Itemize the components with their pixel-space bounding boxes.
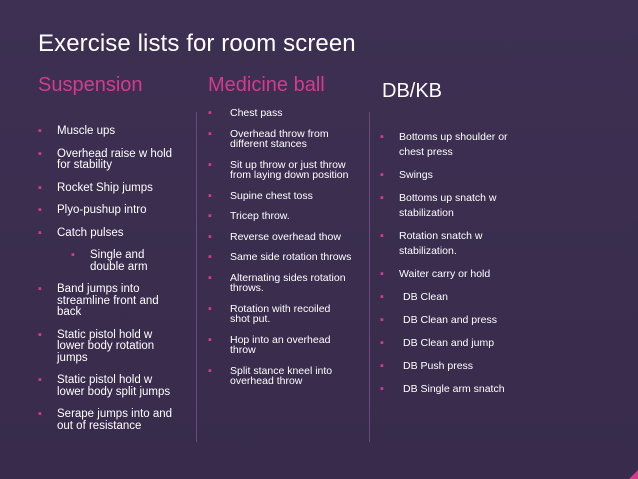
- bullet-icon: ▪: [38, 147, 42, 160]
- list-item-text: Plyo-pushup intro: [57, 204, 147, 216]
- list-item: [38, 126, 178, 138]
- bullet-icon: ▪: [38, 408, 42, 420]
- list-item: [208, 366, 353, 387]
- list-item-text: Same side rotation throws: [230, 251, 352, 263]
- list-item: [38, 284, 178, 319]
- bullet-icon: ▪: [38, 328, 42, 341]
- list-item: [208, 211, 353, 222]
- bullet-icon: ▪: [38, 283, 42, 295]
- list-item: [38, 250, 178, 273]
- list-item-text: Alternating sides rotation throws.: [230, 271, 346, 294]
- list-item-text: DB Push press: [403, 360, 474, 372]
- suspension-list: [38, 126, 178, 443]
- bullet-icon: ▪: [208, 210, 212, 222]
- list-item: [380, 336, 530, 351]
- list-item: [38, 409, 178, 432]
- bullet-icon: ▪: [208, 230, 212, 243]
- list-item-text: Serape jumps into and out of resistance: [57, 408, 173, 432]
- list-item: [208, 129, 353, 150]
- suspension-heading: Suspension: [38, 74, 143, 96]
- list-item: [380, 130, 530, 160]
- bullet-icon: ▪: [208, 189, 212, 202]
- list-item: [38, 149, 178, 172]
- medicine-ball-heading: Medicine ball: [208, 74, 325, 96]
- bullet-icon: ▪: [380, 360, 384, 372]
- list-item: [38, 183, 178, 195]
- list-item: [380, 359, 530, 374]
- list-item-text: Rotation with recoiled shot put.: [230, 302, 331, 325]
- list-item: [208, 191, 353, 202]
- list-item-text: Overhead throw from different stances: [230, 127, 329, 150]
- list-item-text: Tricep throw.: [230, 210, 290, 222]
- bullet-icon: ▪: [38, 226, 42, 239]
- medicine-ball-list: [208, 108, 353, 397]
- bullet-icon: ▪: [71, 249, 75, 261]
- bullet-icon: ▪: [208, 158, 212, 171]
- bullet-icon: ▪: [208, 302, 212, 315]
- list-item-text: DB Clean and jump: [403, 337, 495, 349]
- list-item-text: Rotation snatch w stabilization.: [399, 230, 483, 257]
- list-item: [380, 229, 530, 259]
- list-item-text: Catch pulses: [57, 226, 124, 239]
- bullet-icon: ▪: [38, 181, 42, 194]
- list-item: [208, 252, 353, 263]
- bullet-icon: ▪: [38, 374, 42, 386]
- list-item-text: Bottoms up snatch w stabilization: [399, 192, 497, 219]
- list-item: [208, 335, 353, 356]
- bullet-icon: ▪: [380, 383, 384, 395]
- list-item: [38, 205, 178, 217]
- bullet-icon: ▪: [380, 169, 384, 181]
- list-item-text: Single and double arm: [90, 249, 148, 273]
- bullet-icon: ▪: [208, 127, 212, 140]
- list-item: [38, 228, 178, 240]
- list-item: [380, 191, 530, 221]
- bullet-icon: ▪: [380, 230, 384, 242]
- bullet-icon: ▪: [380, 291, 384, 303]
- bullet-icon: ▪: [208, 271, 212, 284]
- list-item-text: Supine chest toss: [230, 189, 313, 202]
- list-item-text: DB Clean and press: [403, 314, 497, 326]
- dbkb-list: [380, 130, 530, 405]
- list-item-text: Rocket Ship jumps: [57, 181, 153, 194]
- list-item: [208, 232, 353, 243]
- list-item-text: Static pistol hold w lower body split jumps: [57, 374, 171, 398]
- list-item: [380, 168, 530, 183]
- bullet-icon: ▪: [208, 251, 212, 263]
- list-item: [380, 290, 530, 305]
- corner-mark: [629, 470, 638, 479]
- column-divider: [196, 112, 197, 442]
- list-item: [380, 313, 530, 328]
- bullet-icon: ▪: [380, 314, 384, 326]
- dbkb-heading: DB/KB: [382, 80, 443, 102]
- list-item: [38, 330, 178, 365]
- list-item: [208, 304, 353, 325]
- list-item-text: Muscle ups: [57, 125, 116, 137]
- list-item: [380, 382, 530, 397]
- list-item-text: DB Clean: [403, 291, 448, 303]
- slide-title: Exercise lists for room screen: [38, 30, 356, 57]
- list-item-text: Swings: [399, 169, 433, 181]
- bullet-icon: ▪: [380, 131, 384, 143]
- list-item-text: Split stance kneel into overhead throw: [230, 364, 333, 387]
- bullet-icon: ▪: [208, 107, 212, 119]
- list-item: [208, 160, 353, 181]
- bullet-icon: ▪: [38, 204, 42, 216]
- bullet-icon: ▪: [380, 337, 384, 349]
- list-item-text: Bottoms up shoulder or chest press: [399, 131, 508, 158]
- list-item-text: DB Single arm snatch: [403, 383, 505, 395]
- list-item: [38, 375, 178, 398]
- list-item-text: Waiter carry or hold: [399, 268, 491, 280]
- list-item-text: Static pistol hold w lower body rotation jumps: [57, 328, 155, 364]
- bullet-icon: ▪: [380, 192, 384, 204]
- bullet-icon: ▪: [208, 333, 212, 346]
- column-divider: [369, 112, 370, 442]
- bullet-icon: ▪: [208, 364, 212, 377]
- list-item: [208, 273, 353, 294]
- list-item-text: Reverse overhead thow: [230, 230, 341, 243]
- bullet-icon: ▪: [380, 268, 384, 280]
- list-item-text: Sit up throw or just throw from laying down position: [230, 158, 349, 181]
- list-item-text: Hop into an overhead throw: [230, 333, 331, 356]
- list-item: [380, 267, 530, 282]
- bullet-icon: ▪: [38, 125, 42, 137]
- list-item: [208, 108, 353, 119]
- list-item-text: Chest pass: [230, 107, 283, 119]
- list-item-text: Overhead raise w hold for stability: [57, 147, 173, 171]
- list-item-text: Band jumps into streamline front and back: [57, 283, 159, 318]
